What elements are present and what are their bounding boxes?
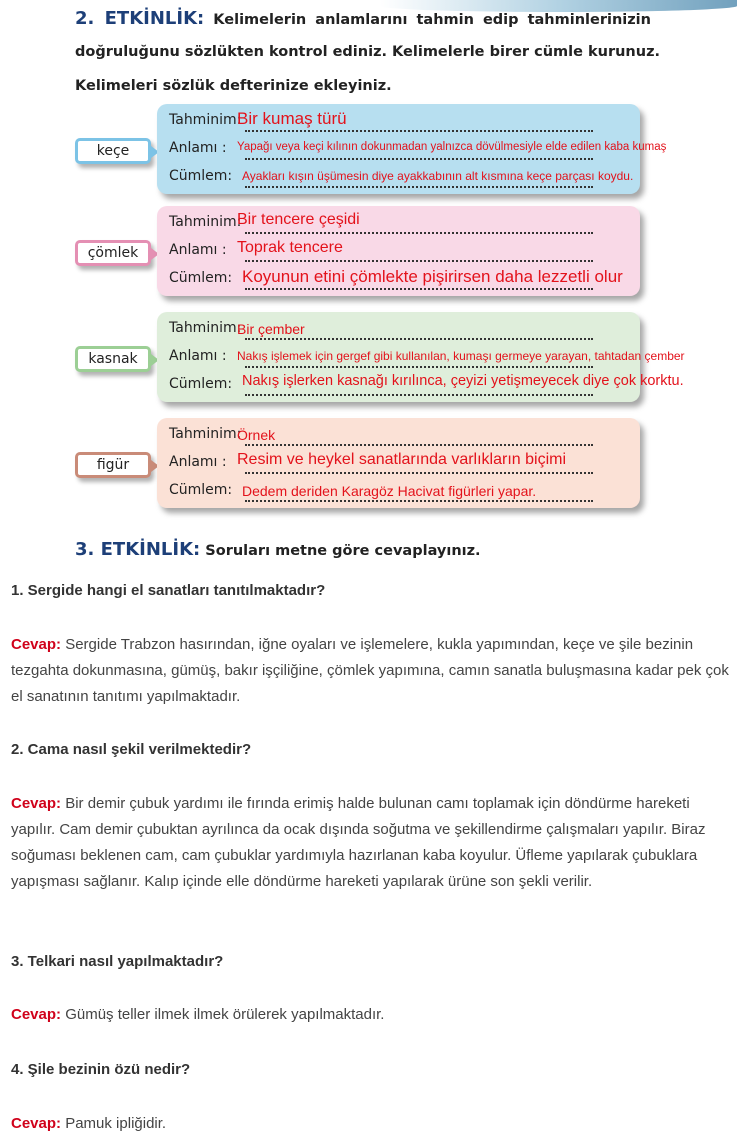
guess-answer: Bir tencere çeşidi bbox=[237, 211, 360, 228]
sentence-answer: Nakış işlerken kasnağı kırılınca, çeyizi yetişmeyecek diye çok korktu. bbox=[242, 373, 684, 389]
answer-label: Cevap: bbox=[11, 795, 62, 812]
word-label-1: çömlek bbox=[75, 240, 151, 266]
question-3: 3. Telkari nasıl yapılmaktadır? bbox=[11, 953, 224, 970]
dotted-line bbox=[245, 366, 593, 368]
answer-text: Gümüş teller ilmek ilmek örülerek yapılmaktadır. bbox=[65, 1006, 385, 1023]
sentence-answer: Dedem deriden Karagöz Hacivat figürleri yapar. bbox=[242, 483, 537, 499]
guess-answer: Bir kumaş türü bbox=[237, 109, 347, 128]
instruction-text: Kelimelerin anlamlarını tahmin edip tahminlerinizin bbox=[213, 12, 651, 28]
guess-answer: Örnek bbox=[237, 427, 276, 443]
meaning-answer: Resim ve heykel sanatlarında varlıkların biçimi bbox=[237, 451, 567, 468]
answer-label: Cevap: bbox=[11, 636, 62, 653]
word-label-0: keçe bbox=[75, 138, 151, 164]
word-card bbox=[157, 104, 667, 194]
dotted-line bbox=[245, 444, 593, 446]
answer-label: Cevap: bbox=[11, 1006, 62, 1023]
meaning-label: Anlamı : bbox=[169, 140, 227, 156]
dotted-line bbox=[245, 394, 593, 396]
word-card bbox=[157, 312, 685, 402]
dotted-line bbox=[245, 338, 593, 340]
guess-label: Tahminim: bbox=[169, 112, 242, 128]
question-4: 4. Şile bezinin özü nedir? bbox=[11, 1061, 191, 1078]
meaning-label: Anlamı : bbox=[169, 242, 227, 258]
answer-text: Pamuk ipliğidir. bbox=[65, 1115, 167, 1132]
question-1: 1. Sergide hangi el sanatları tanıtılmaktadır? bbox=[11, 582, 326, 599]
meaning-answer: Toprak tencere bbox=[237, 239, 343, 256]
meaning-label: Anlamı : bbox=[169, 454, 227, 470]
dotted-line bbox=[245, 232, 593, 234]
dotted-line bbox=[245, 472, 593, 474]
activity2-line1 bbox=[75, 8, 651, 29]
activity3-number: 3. ETKİNLİK: bbox=[75, 539, 201, 560]
activity2-line2: doğruluğunu sözlükten kontrol ediniz. Kelimelerle birer cümle kurunuz. bbox=[75, 44, 661, 60]
dotted-line bbox=[245, 288, 593, 290]
answer-1 bbox=[11, 632, 731, 710]
word-label-2: kasnak bbox=[75, 346, 151, 372]
dotted-line bbox=[245, 500, 593, 502]
activity3-heading bbox=[75, 539, 481, 560]
answer-3 bbox=[11, 1002, 731, 1028]
sentence-label: Cümlem: bbox=[169, 482, 233, 498]
answer-label: Cevap: bbox=[11, 1115, 62, 1132]
answer-text: Bir demir çubuk yardımı ile fırında erimiş halde bulunan camı toplamak için döndürme hareketi yapılır. Cam demir çubuktan ayrılınca da ocak dışında soğutma ve şekillendirme çalışmaları yapılır. Biraz soğuması beklenen cam, cam çubuklar yardımıyla hazırlanan kaba koyulur. Üfleme yapılarak çubuklara yapışması sağlanır. Kalıp içinde elle döndürme hareketi yapılarak ürüne son şekli verilir. bbox=[11, 795, 706, 890]
word-label-3: figür bbox=[75, 452, 151, 478]
sentence-answer: Ayakları kışın üşümesin diye ayakkabının alt kısmına keçe parçası koydu. bbox=[242, 169, 634, 183]
word-card bbox=[157, 206, 640, 296]
meaning-answer: Yapağı veya keçi kılının dokunmadan yalnızca dövülmesiyle elde edilen kaba kumaş bbox=[237, 141, 667, 153]
dotted-line bbox=[245, 130, 593, 132]
dotted-line bbox=[245, 186, 593, 188]
answer-2 bbox=[11, 791, 731, 895]
sentence-label: Cümlem: bbox=[169, 168, 233, 184]
guess-label: Tahminim: bbox=[169, 214, 242, 230]
question-2: 2. Cama nasıl şekil verilmektedir? bbox=[11, 741, 252, 758]
activity3-text: Soruları metne göre cevaplayınız. bbox=[205, 543, 481, 559]
dotted-line bbox=[245, 158, 593, 160]
guess-label: Tahminim: bbox=[169, 320, 242, 336]
guess-answer: Bir çember bbox=[237, 321, 305, 337]
meaning-label: Anlamı : bbox=[169, 348, 227, 364]
answer-text: Sergide Trabzon hasırından, iğne oyaları ve işlemelere, kukla yapımından, keçe ve şile bezinin tezgahta dokunmasına, gümüş, bakır işçiliğine, çömlek yapımına, camın sanatla buluşmasına kadar pek çok el sanatının tanıtımı yapılmaktadır. bbox=[11, 636, 729, 705]
answer-4 bbox=[11, 1111, 731, 1137]
guess-label: Tahminim: bbox=[169, 426, 242, 442]
meaning-answer: Nakış işlemek için gergef gibi kullanılan, kumaşı germeye yarayan, tahtadan çember bbox=[237, 349, 685, 363]
dotted-line bbox=[245, 260, 593, 262]
sentence-label: Cümlem: bbox=[169, 270, 233, 286]
sentence-answer: Koyunun etini çömlekte pişirirsen daha lezzetli olur bbox=[242, 267, 623, 286]
activity2-number: 2. ETKİNLİK: bbox=[75, 8, 205, 29]
activity2-line3: Kelimeleri sözlük defterinize ekleyiniz. bbox=[75, 78, 392, 94]
word-card bbox=[157, 418, 640, 508]
sentence-label: Cümlem: bbox=[169, 376, 233, 392]
